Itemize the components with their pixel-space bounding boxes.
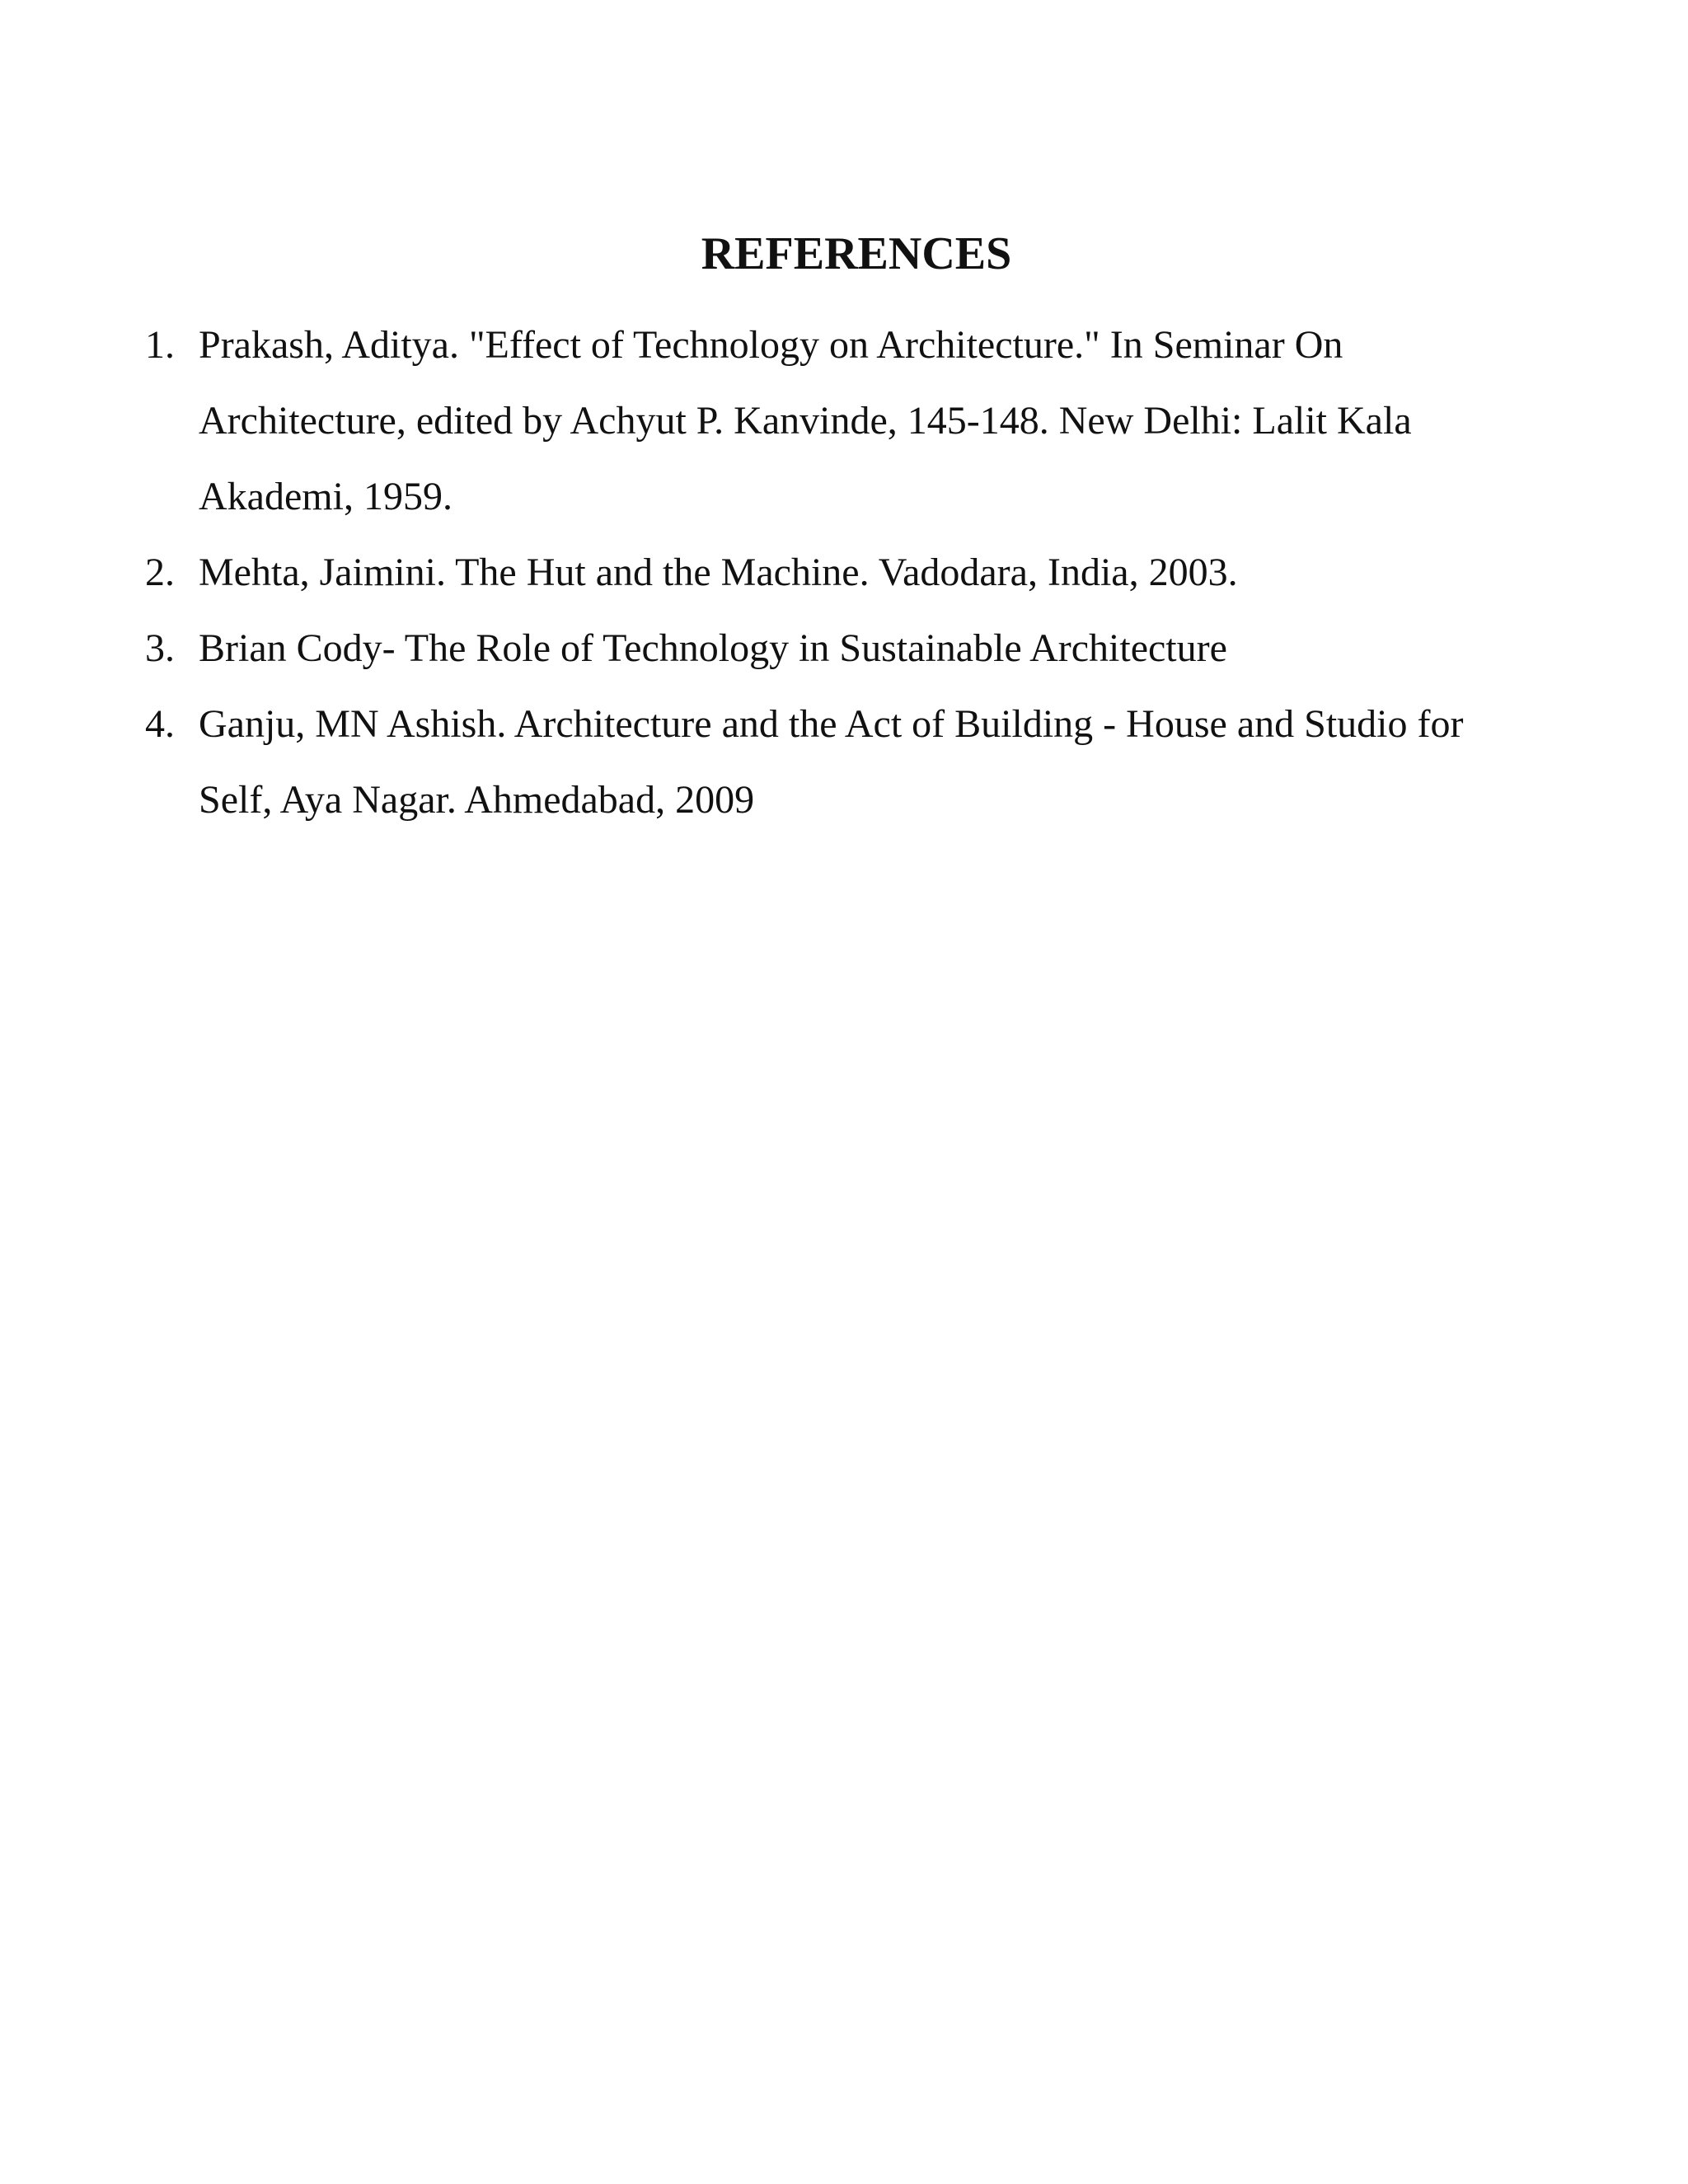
reference-number: 2. [145,551,175,594]
reference-text: Brian Cody- The Role of Technology in Sustainable Architecture [199,626,1227,670]
page-title: REFERENCES [701,227,1012,279]
references-list [145,307,1513,838]
reference-item-3 [145,611,1513,687]
reference-number: 3. [145,626,175,670]
reference-item-4 [145,687,1513,838]
reference-text: Prakash, Aditya. "Effect of Technology on Architecture." In Seminar On Architecture, edited by Achyut P. Kanvinde, 145-148. New Delhi: Lalit Kala Akademi, 1959. [199,323,1412,518]
reference-number: 1. [145,323,175,367]
reference-item-1 [145,307,1513,535]
reference-text: Ganju, MN Ashish. Architecture and the Act of Building - House and Studio for Self, Aya Nagar. Ahmedabad, 2009 [199,702,1464,822]
reference-item-2 [145,535,1513,611]
reference-number: 4. [145,702,175,746]
reference-text: Mehta, Jaimini. The Hut and the Machine. Vadodara, India, 2003. [199,551,1238,594]
